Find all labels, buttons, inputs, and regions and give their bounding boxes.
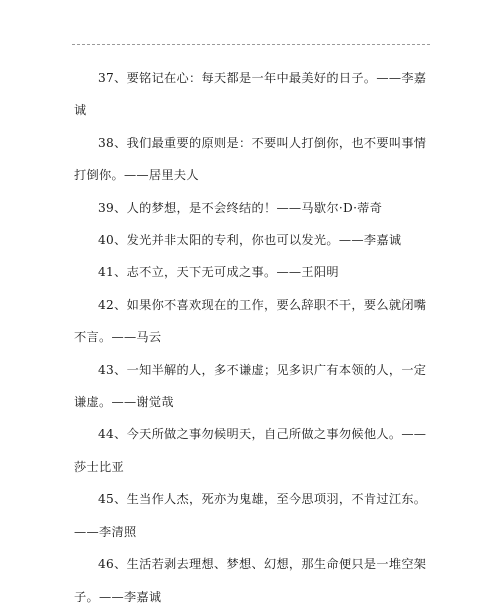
quote-item: 42、如果你不喜欢现在的工作，要么辞职不干，要么就闭嘴不言。——马云 — [74, 297, 427, 345]
quote-item: 41、志不立，天下无可成之事。——王阳明 — [98, 265, 339, 280]
quote-list — [74, 62, 436, 613]
quote-item: 44、今天所做之事勿候明天，自己所做之事勿候他人。——莎士比亚 — [74, 427, 427, 474]
header-divider — [72, 44, 430, 45]
quote-item: 38、我们最重要的原则是：不要叫人打倒你，也不要叫事情打倒你。——居里夫人 — [74, 135, 427, 183]
quote-item: 37、要铭记在心：每天都是一年中最美好的日子。——李嘉诚 — [74, 71, 427, 118]
quote-item: 39、人的梦想，是不会终结的！——马歇尔·D·蒂奇 — [98, 200, 383, 215]
quote-item: 40、发光并非太阳的专利，你也可以发光。——李嘉诚 — [98, 233, 402, 248]
quote-item: 46、生活若剥去理想、梦想、幻想，那生命便只是一堆空架子。——李嘉诚 — [74, 557, 427, 604]
quote-item: 43、一知半解的人，多不谦虚；见多识广有本领的人，一定谦虚。——谢觉哉 — [74, 362, 427, 410]
quote-item: 45、生当作人杰，死亦为鬼雄，至今思项羽，不肯过江东。——李清照 — [74, 492, 427, 539]
